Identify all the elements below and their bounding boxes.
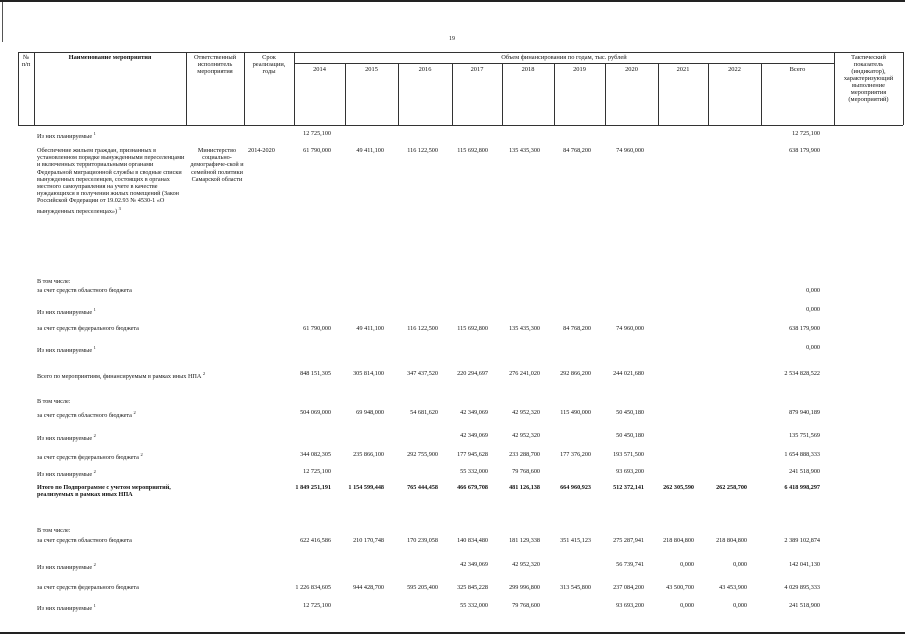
row-value-2020: 244 021,680 — [613, 370, 644, 377]
row-value-2020: 193 571,500 — [613, 451, 644, 458]
row-value-2014: 504 069,000 — [300, 409, 331, 416]
row-label-text: Всего по мероприятиям, финансируемым в рамках иных НПА — [37, 373, 202, 381]
header-year-2020: 2020 — [625, 66, 638, 73]
row-value-2022: 0,000 — [733, 602, 747, 609]
header-year-2015: 2015 — [365, 66, 378, 73]
row-value-2018: 481 126,138 — [509, 484, 540, 491]
row-value-Всего: 4 029 895,333 — [784, 584, 820, 591]
row-label-text: Итого по Подпрограмме с учетом мероприятий, реализуемых в рамках иных НПА — [37, 484, 171, 499]
row-value-2018: 233 288,700 — [509, 451, 540, 458]
row-value-2022: 218 804,800 — [716, 537, 747, 544]
row-label — [37, 325, 139, 332]
row-value-2016: 347 437,520 — [407, 370, 438, 377]
row-value-2020: 50 450,180 — [616, 432, 644, 439]
header-year-2016: 2016 — [418, 66, 432, 73]
row-value-Всего: 241 518,900 — [789, 468, 820, 475]
row-value-2021: 0,000 — [680, 561, 694, 568]
header-responsible: Ответственный исполнитель мероприятия — [193, 54, 237, 75]
row-value-2017: 140 834,480 — [457, 537, 488, 544]
row-value-2018: 42 952,320 — [512, 432, 540, 439]
row-label-text: Из них планируемые — [37, 471, 93, 479]
row-value-2017: 115 692,800 — [457, 147, 488, 154]
row-value-2014: 1 226 834,605 — [295, 584, 331, 591]
row-value-Всего: 879 940,189 — [789, 409, 820, 416]
row-value-2016: 595 205,400 — [407, 584, 438, 591]
row-label — [37, 398, 70, 405]
row-value-2017: 42 349,069 — [460, 409, 488, 416]
row-label — [37, 432, 96, 442]
row-value-2021: 43 500,700 — [666, 584, 694, 591]
page-number: 19 — [449, 36, 455, 42]
row-value-Всего: 135 751,569 — [789, 432, 820, 439]
row-value-2017: 466 679,708 — [457, 484, 488, 491]
row-value-2021: 262 305,590 — [663, 484, 694, 491]
header-year-2021: 2021 — [676, 66, 690, 73]
header-col-line — [903, 52, 904, 125]
row-value-2020: 56 739,741 — [616, 561, 644, 568]
row-value-2016: 116 122,500 — [407, 325, 438, 332]
row-label — [37, 561, 96, 571]
row-label-text: Из них планируемые — [37, 605, 93, 613]
row-responsible: Министерство социально-демографиче-ской и семейной политики Самарской области — [190, 147, 244, 183]
row-value-2014: 61 790,000 — [303, 147, 331, 154]
row-label — [37, 537, 132, 544]
row-value-2021: 0,000 — [680, 602, 694, 609]
row-value-2018: 79 768,600 — [512, 602, 540, 609]
header-border-top — [18, 52, 903, 53]
row-label — [37, 409, 136, 419]
row-term: 2014-2020 — [248, 147, 275, 154]
row-label — [37, 468, 96, 478]
row-value-2019: 177 376,200 — [560, 451, 591, 458]
header-year-2019: 2019 — [573, 66, 586, 73]
row-value-2016: 116 122,500 — [407, 147, 438, 154]
row-value-Всего: 241 518,900 — [789, 602, 820, 609]
row-label-text: Из них планируемые — [37, 309, 93, 317]
row-value-2014: 344 082,305 — [300, 451, 331, 458]
footnote-marker: 2 — [93, 433, 96, 438]
footnote-marker: 2 — [93, 562, 96, 567]
row-value-2016: 54 681,620 — [410, 409, 438, 416]
row-value-2014: 622 416,586 — [300, 537, 331, 544]
row-label-text: Обеспечение жильем граждан, признанных в установленном порядке вынужденными переселенцами и включенных территориальными органами Федеральной миграционной службы в сводные списки вынужденных переселенцев, состоящих в органах местного самоуправления на учете в качестве нуждающихся в получении жилых помещений (Закон Российской Федерации от 19.02.93 № 4530-1 «О вынужденных переселенцах») — [37, 147, 185, 215]
row-label-text: В том числе: — [37, 527, 71, 534]
row-label — [37, 451, 143, 461]
row-label-text: за счет средств областного бюджета — [37, 287, 132, 294]
row-value-2019: 664 960,923 — [560, 484, 591, 491]
row-label — [37, 370, 205, 380]
footnote-marker: 1 — [93, 131, 96, 136]
row-value-2021: 218 804,800 — [663, 537, 694, 544]
header-year-2017: 2017 — [470, 66, 484, 73]
row-value-2018: 79 768,600 — [512, 468, 540, 475]
row-value-2016: 292 755,900 — [407, 451, 438, 458]
footnote-marker: 2 — [202, 371, 206, 376]
margin-mark — [2, 2, 3, 42]
row-value-2016: 765 444,458 — [407, 484, 438, 491]
row-label-text: Из них планируемые — [37, 435, 93, 443]
header-indicator: Тактический показатель (индикатор), характеризующий выполнение мероприятия (мероприятий) — [843, 54, 894, 103]
row-value-2022: 262 258,700 — [716, 484, 747, 491]
row-value-Всего: 2 389 102,874 — [784, 537, 820, 544]
row-label — [37, 484, 187, 498]
header-name: Наименование мероприятия — [68, 54, 152, 61]
row-value-2020: 237 084,200 — [613, 584, 644, 591]
row-value-2017: 177 945,628 — [457, 451, 488, 458]
row-value-2015: 49 411,100 — [356, 325, 384, 332]
footnote-marker: 2 — [133, 410, 136, 415]
row-label — [37, 602, 96, 612]
row-value-2018: 135 435,300 — [509, 325, 540, 332]
row-value-2019: 84 768,200 — [563, 325, 591, 332]
row-value-2015: 305 814,100 — [353, 370, 384, 377]
header-border-bottom — [18, 125, 903, 126]
row-label — [37, 584, 139, 591]
row-value-2014: 848 151,305 — [300, 370, 331, 377]
bottom-rule — [0, 632, 905, 634]
row-value-Всего: 2 534 828,522 — [784, 370, 820, 377]
row-value-Всего: 0,000 — [806, 306, 820, 313]
header-col-line — [834, 52, 835, 125]
row-value-2020: 93 693,200 — [616, 468, 644, 475]
row-label — [37, 344, 96, 354]
row-value-2016: 170 239,058 — [407, 537, 438, 544]
row-value-2014: 12 725,100 — [303, 130, 331, 137]
row-label-text: Из них планируемые — [37, 133, 93, 141]
row-value-Всего: 0,000 — [806, 344, 820, 351]
row-value-Всего: 1 654 888,333 — [784, 451, 820, 458]
header-col-line — [34, 52, 35, 125]
row-label — [37, 287, 132, 294]
row-value-2015: 1 154 599,448 — [348, 484, 384, 491]
header-col-line — [186, 52, 187, 125]
row-value-Всего: 6 418 998,297 — [784, 484, 820, 491]
row-value-2017: 55 332,000 — [460, 602, 488, 609]
row-label — [37, 527, 70, 534]
header-number: № п/п — [21, 54, 31, 68]
footnote-marker: 3 — [118, 205, 121, 211]
row-value-2017: 220 294,697 — [457, 370, 488, 377]
header-year-divider — [294, 63, 834, 64]
row-value-2014: 61 790,000 — [303, 325, 331, 332]
row-label-text: Из них планируемые — [37, 347, 93, 355]
row-value-2019: 313 545,800 — [560, 584, 591, 591]
row-value-2020: 275 287,941 — [613, 537, 644, 544]
row-value-2020: 93 693,200 — [616, 602, 644, 609]
row-value-2017: 42 349,069 — [460, 432, 488, 439]
row-label-text: В том числе: — [37, 398, 71, 405]
row-value-2018: 42 952,320 — [512, 409, 540, 416]
row-label — [37, 147, 187, 215]
row-value-2019: 115 490,000 — [560, 409, 591, 416]
header-year-2018: 2018 — [521, 66, 535, 73]
row-value-2020: 74 960,000 — [616, 147, 644, 154]
footnote-marker: 2 — [140, 452, 143, 457]
row-value-2022: 0,000 — [733, 561, 747, 568]
row-value-Всего: 638 179,900 — [789, 147, 820, 154]
row-value-2017: 325 845,228 — [457, 584, 488, 591]
row-value-2018: 276 241,020 — [509, 370, 540, 377]
row-value-2020: 512 372,141 — [613, 484, 644, 491]
footnote-marker: 1 — [93, 307, 96, 312]
row-value-2015: 235 866,100 — [353, 451, 384, 458]
row-value-2022: 43 453,900 — [719, 584, 747, 591]
row-label-text: Из них планируемые — [37, 564, 93, 572]
row-value-Всего: 638 179,900 — [789, 325, 820, 332]
header-financing: Объем финансирования по годам, тыс. рублей — [501, 54, 627, 61]
row-value-2018: 181 129,338 — [509, 537, 540, 544]
row-label-text: за счет средств федерального бюджета — [37, 325, 139, 332]
row-label — [37, 130, 96, 140]
row-value-2017: 115 692,800 — [457, 325, 488, 332]
row-value-2015: 210 170,748 — [353, 537, 384, 544]
row-value-2019: 292 866,200 — [560, 370, 591, 377]
row-value-Всего: 142 041,130 — [789, 561, 820, 568]
row-value-2017: 55 332,000 — [460, 468, 488, 475]
header-term: Срок реализации, годы — [252, 54, 286, 75]
row-value-Всего: 0,000 — [806, 287, 820, 294]
row-value-2019: 84 768,200 — [563, 147, 591, 154]
row-label — [37, 278, 70, 285]
row-value-2015: 69 948,000 — [356, 409, 384, 416]
row-value-2014: 12 725,100 — [303, 468, 331, 475]
row-value-2018: 299 996,800 — [509, 584, 540, 591]
row-value-2020: 74 960,000 — [616, 325, 644, 332]
header-col-line — [294, 52, 295, 125]
row-value-2018: 135 435,300 — [509, 147, 540, 154]
header-year-2022: 2022 — [728, 66, 741, 73]
row-value-2019: 351 415,123 — [560, 537, 591, 544]
header-col-line — [244, 52, 245, 125]
row-value-2017: 42 349,069 — [460, 561, 488, 568]
row-value-2018: 42 952,320 — [512, 561, 540, 568]
row-value-2015: 944 428,700 — [353, 584, 384, 591]
footnote-marker: 2 — [93, 469, 96, 474]
row-value-2014: 1 849 251,191 — [295, 484, 331, 491]
row-value-2015: 49 411,100 — [356, 147, 384, 154]
row-value-Всего: 12 725,100 — [792, 130, 820, 137]
footnote-marker: 1 — [93, 603, 96, 608]
row-label-text: за счет средств федерального бюджета — [37, 584, 139, 591]
row-value-2020: 50 450,180 — [616, 409, 644, 416]
row-label-text: за счет средств областного бюджета — [37, 412, 132, 420]
row-label-text: В том числе: — [37, 278, 71, 285]
row-label-text: за счет средств федерального бюджета — [37, 454, 139, 462]
row-label — [37, 306, 96, 316]
footnote-marker: 1 — [93, 345, 96, 350]
row-value-2014: 12 725,100 — [303, 602, 331, 609]
top-rule — [0, 0, 905, 2]
row-label-text: за счет средств областного бюджета — [37, 537, 132, 544]
header-year-2014: 2014 — [313, 66, 326, 73]
header-year-Всего: Всего — [789, 66, 806, 73]
